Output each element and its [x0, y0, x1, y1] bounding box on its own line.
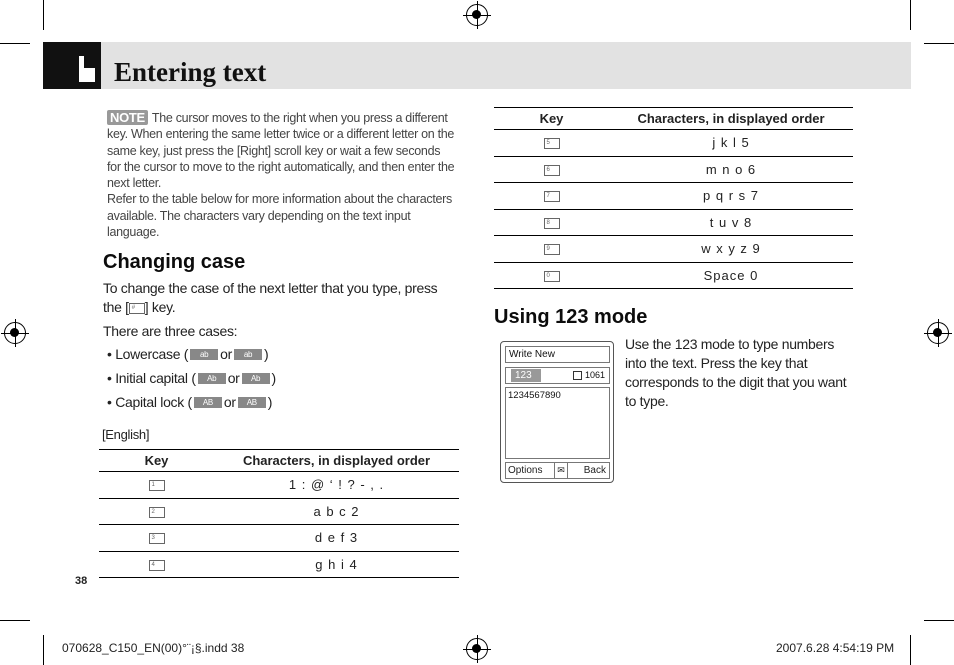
header-icon-box: [43, 42, 101, 89]
phone-screen-title: Write New: [505, 346, 610, 363]
table-cell-chars: Space 0: [609, 262, 853, 289]
table-cell-chars: t u v 8: [609, 209, 853, 236]
crop-mark: [0, 620, 30, 621]
table-row: [494, 130, 853, 157]
table-header-key: Key: [494, 108, 609, 130]
key-6-icon: 6: [544, 165, 560, 176]
lowercase-t9-icon: ab: [234, 349, 262, 360]
key-7-icon: 7: [544, 191, 560, 202]
key-0-icon: 0: [544, 271, 560, 282]
case-key-icon: #: [129, 303, 145, 314]
mode123-text: Use the 123 mode to type numbers into the text. Press the key that corresponds to the digit that you want to type.: [625, 336, 847, 409]
footer-filename: 070628_C150_EN(00)°¨¡§.indd 38: [62, 641, 245, 655]
section-heading-123-mode: Using 123 mode: [494, 306, 648, 328]
key-4-icon: 4: [149, 560, 165, 571]
message-icon: [573, 371, 582, 380]
key-3-icon: 3: [149, 533, 165, 544]
table-row: [99, 498, 459, 525]
note-box: [107, 110, 455, 240]
table-cell-chars: 1 : @ ‘ ! ? - , .: [214, 472, 459, 499]
input-mode-badge: 123: [511, 369, 541, 382]
language-label: [English]: [102, 427, 150, 442]
crop-mark: [0, 43, 30, 44]
table-header-key: Key: [99, 450, 214, 472]
character-table-left: [99, 449, 459, 578]
phone-softkey-bar: [505, 462, 610, 479]
key-1-icon: 1: [149, 480, 165, 491]
note-text-2: Refer to the table below for more information about the characters available. The characters vary depending on the text input language.: [107, 192, 452, 240]
table-cell-chars: d e f 3: [214, 525, 459, 552]
table-cell-chars: a b c 2: [214, 498, 459, 525]
section-heading-changing-case: Changing case: [103, 251, 246, 273]
registration-mark-icon: [466, 4, 488, 26]
table-cell-chars: g h i 4: [214, 551, 459, 578]
lowercase-icon: ab: [190, 349, 218, 360]
table-row: [494, 262, 853, 289]
bullet-lowercase: • Lowercase ( ab or ab ): [107, 346, 269, 362]
table-row: [99, 472, 459, 499]
crop-mark: [43, 0, 44, 30]
page-number: 38: [75, 575, 88, 587]
footer-timestamp: 2007.6.28 4:54:19 PM: [776, 641, 895, 655]
options-softkey: Options: [508, 465, 543, 476]
bullet-initial-capital: • Initial capital ( Ab or Ab ): [107, 370, 276, 386]
changing-case-intro: To change the case of the next letter that you type, press the [ # ] key.: [103, 280, 438, 315]
crop-mark: [910, 635, 911, 665]
crop-mark: [43, 635, 44, 665]
phone-text-area: 1234567890: [505, 387, 610, 459]
registration-mark-icon: [4, 322, 26, 344]
key-9-icon: 9: [544, 244, 560, 255]
initial-capital-icon: Ab: [198, 373, 226, 384]
table-cell-chars: p q r s 7: [609, 183, 853, 210]
note-text: The cursor moves to the right when you press a different key. When entering the same letter twice or a different letter on the same key, just press the [Right] scroll key or wait a few seconds for the cursor to move to the right automatically, and then enter the next letter.: [107, 111, 455, 191]
registration-mark-icon: [466, 638, 488, 660]
note-badge: NOTE: [107, 110, 148, 125]
table-row: [494, 236, 853, 263]
bullet-capital-lock: • Capital lock ( AB or AB ): [107, 394, 273, 410]
crop-mark: [924, 620, 954, 621]
crop-mark: [910, 0, 911, 30]
table-cell-chars: m n o 6: [609, 156, 853, 183]
key-5-icon: 5: [544, 138, 560, 149]
hand-pointer-icon: [43, 42, 101, 89]
character-table-right: [494, 107, 853, 289]
table-header-chars: Characters, in displayed order: [609, 108, 853, 130]
table-cell-chars: j k l 5: [609, 130, 853, 157]
key-8-icon: 8: [544, 218, 560, 229]
phone-mode-bar: [505, 367, 610, 384]
phone-screen-illustration: [500, 341, 614, 483]
page-title: Entering text: [114, 57, 267, 87]
back-softkey: Back: [583, 465, 606, 476]
table-row: [99, 551, 459, 578]
table-header-chars: Characters, in displayed order: [214, 450, 459, 472]
registration-mark-icon: [927, 322, 949, 344]
table-row: [494, 156, 853, 183]
char-counter: 1061: [573, 370, 605, 380]
capital-lock-t9-icon: AB: [238, 397, 266, 408]
table-cell-chars: w x y z 9: [609, 236, 853, 263]
table-row: [494, 183, 853, 210]
initial-capital-t9-icon: Ab: [242, 373, 270, 384]
capital-lock-icon: AB: [194, 397, 222, 408]
table-row: [494, 209, 853, 236]
key-2-icon: 2: [149, 507, 165, 518]
crop-mark: [924, 43, 954, 44]
envelope-icon: ✉: [554, 463, 568, 478]
cases-intro: There are three cases:: [103, 323, 238, 339]
table-row: [99, 525, 459, 552]
